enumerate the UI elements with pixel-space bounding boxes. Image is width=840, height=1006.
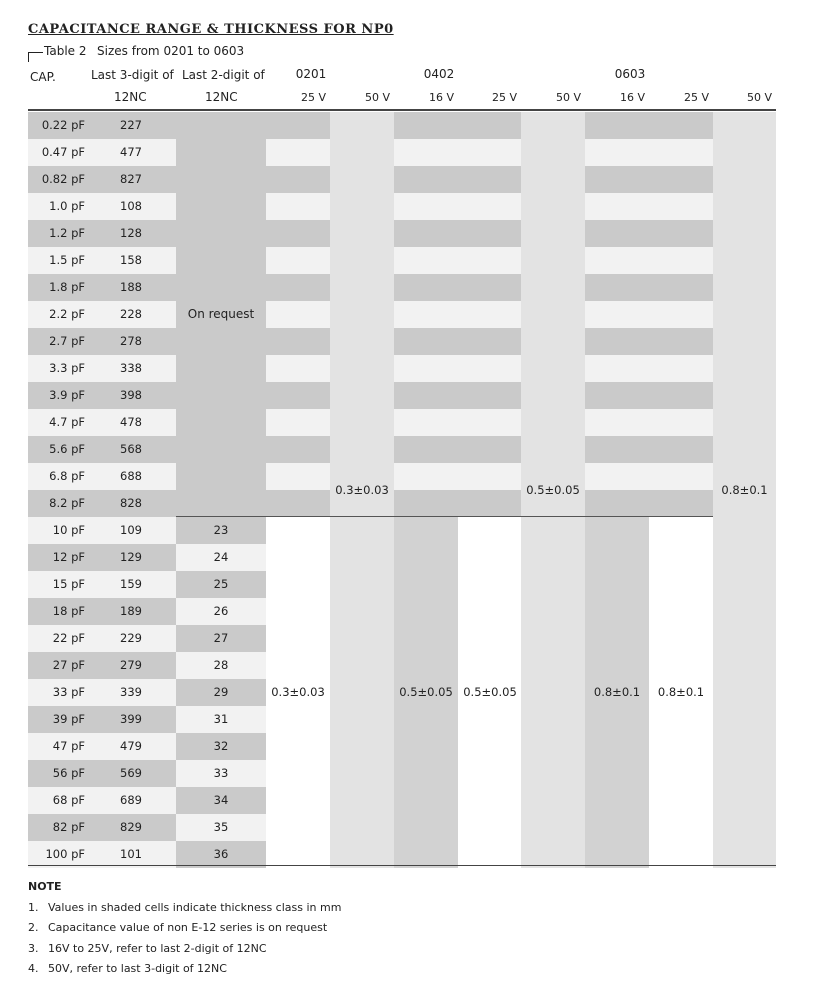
thickness-stripe — [394, 112, 458, 139]
row-nc3-value: 158 — [120, 253, 142, 267]
thickness-stripe — [585, 274, 649, 301]
thickness-stripe — [585, 382, 649, 409]
table-caption-text: Sizes from 0201 to 0603 — [97, 44, 245, 58]
row-nc3-value: 477 — [120, 145, 142, 159]
header-nc3-line2: 12NC — [114, 90, 147, 104]
thickness-stripe — [266, 382, 330, 409]
row-nc3-value: 229 — [120, 631, 142, 645]
thickness-stripe — [585, 436, 649, 463]
header-rule — [28, 109, 776, 111]
row-cap-value: 39 pF — [52, 712, 85, 726]
thickness-stripe — [649, 220, 713, 247]
row-cap-value: 100 pF — [45, 847, 85, 861]
row-nc3-value: 829 — [120, 820, 142, 834]
thickness-stripe — [585, 193, 649, 220]
note-text: 50V, refer to last 3-digit of 12NC — [48, 962, 227, 975]
thickness-stripe — [266, 490, 330, 517]
thickness-0603-50v: 0.8±0.1 — [721, 483, 768, 497]
row-cap-value: 2.7 pF — [49, 334, 85, 348]
row-nc3-value: 227 — [120, 118, 142, 132]
note-number: 2. — [28, 921, 39, 934]
row-nc3-value: 129 — [120, 550, 142, 564]
thickness-stripe — [266, 112, 330, 139]
thickness-stripe — [649, 463, 713, 490]
thickness-stripe — [266, 409, 330, 436]
thickness-0402-16v: 0.5±0.05 — [399, 685, 453, 699]
caption-bracket — [28, 52, 43, 62]
note-number: 1. — [28, 901, 39, 914]
thickness-stripe — [585, 112, 649, 139]
thickness-0603-25v: 0.8±0.1 — [657, 685, 705, 699]
thickness-stripe — [266, 355, 330, 382]
page-title: CAPACITANCE RANGE & THICKNESS FOR NP0 — [28, 22, 394, 37]
row-nc3-value: 159 — [120, 577, 142, 591]
row-nc2-value: 28 — [213, 658, 229, 672]
thickness-stripe — [585, 409, 649, 436]
voltage-header: 50 V — [364, 91, 390, 104]
on-request-label: On request — [187, 307, 255, 321]
size-header-0201: 0201 — [295, 67, 327, 81]
row-cap-value: 4.7 pF — [49, 415, 85, 429]
thickness-stripe — [585, 247, 649, 274]
row-cap-value: 27 pF — [52, 658, 85, 672]
thickness-stripe — [649, 382, 713, 409]
size-header-0603: 0603 — [614, 67, 646, 81]
thickness-stripe — [585, 166, 649, 193]
row-nc3-value: 689 — [120, 793, 142, 807]
thickness-stripe — [458, 328, 521, 355]
row-nc3-value: 109 — [120, 523, 142, 537]
row-nc2-value: 32 — [213, 739, 229, 753]
thickness-stripe — [649, 328, 713, 355]
thickness-stripe — [394, 220, 458, 247]
thickness-stripe — [585, 301, 649, 328]
thickness-stripe — [394, 274, 458, 301]
thickness-stripe — [649, 301, 713, 328]
row-nc3-value: 688 — [120, 469, 142, 483]
row-nc3-value: 828 — [120, 496, 142, 510]
row-cap-value: 18 pF — [52, 604, 85, 618]
row-nc3-value: 189 — [120, 604, 142, 618]
note-number: 3. — [28, 942, 39, 955]
row-cap-value: 22 pF — [52, 631, 85, 645]
header-nc2-line1: Last 2-digit of — [182, 68, 265, 82]
row-cap-value: 33 pF — [52, 685, 85, 699]
thickness-stripe — [649, 355, 713, 382]
row-cap-value: 0.22 pF — [41, 118, 85, 132]
row-nc3-value: 278 — [120, 334, 142, 348]
row-cap-value: 1.0 pF — [49, 199, 85, 213]
row-nc2-value: 34 — [213, 793, 229, 807]
row-nc3-value: 101 — [120, 847, 142, 861]
thickness-stripe — [458, 436, 521, 463]
row-cap-value: 2.2 pF — [49, 307, 85, 321]
note-item — [28, 962, 227, 975]
row-cap-value: 1.2 pF — [49, 226, 85, 240]
row-nc2-value: 35 — [213, 820, 229, 834]
row-nc2-value: 26 — [213, 604, 229, 618]
row-nc3-value: 338 — [120, 361, 142, 375]
note-title: NOTE — [28, 880, 62, 893]
thickness-0402-25v: 0.5±0.05 — [463, 685, 517, 699]
note-text: 16V to 25V, refer to last 2-digit of 12NC — [48, 942, 267, 955]
thickness-stripe — [458, 166, 521, 193]
row-nc3-value: 279 — [120, 658, 142, 672]
row-cap-value: 5.6 pF — [49, 442, 85, 456]
table-bottom-rule — [28, 865, 776, 866]
row-cap-value: 12 pF — [52, 550, 85, 564]
thickness-stripe — [266, 301, 330, 328]
thickness-stripe — [266, 220, 330, 247]
size-header-0402: 0402 — [423, 67, 455, 81]
thickness-stripe — [585, 139, 649, 166]
row-nc3-value: 228 — [120, 307, 142, 321]
thickness-stripe — [394, 328, 458, 355]
thickness-0603-16v: 0.8±0.1 — [593, 685, 641, 699]
row-nc2-value: 29 — [213, 685, 229, 699]
thickness-stripe — [458, 355, 521, 382]
thickness-stripe — [458, 382, 521, 409]
row-nc3-value: 128 — [120, 226, 142, 240]
note-text: Values in shaded cells indicate thickness class in mm — [48, 901, 342, 914]
row-nc3-value: 188 — [120, 280, 142, 294]
row-nc2-value: 31 — [213, 712, 229, 726]
row-nc2-value: 25 — [213, 577, 229, 591]
thickness-stripe — [585, 220, 649, 247]
thickness-stripe — [394, 409, 458, 436]
row-cap-value: 1.8 pF — [49, 280, 85, 294]
thickness-stripe — [394, 355, 458, 382]
row-nc3-value: 569 — [120, 766, 142, 780]
thickness-0201-50v: 0.3±0.03 — [335, 483, 389, 497]
row-nc3-value: 568 — [120, 442, 142, 456]
row-cap-value: 0.47 pF — [41, 145, 85, 159]
thickness-stripe — [585, 328, 649, 355]
row-nc3-value: 108 — [120, 199, 142, 213]
thickness-stripe — [266, 436, 330, 463]
table-caption-label: Table 2 — [44, 44, 87, 58]
note-item — [28, 901, 341, 914]
row-nc3-value: 479 — [120, 739, 142, 753]
row-cap-value: 68 pF — [52, 793, 85, 807]
thickness-0402-50v: 0.5±0.05 — [526, 483, 580, 497]
thickness-stripe — [394, 382, 458, 409]
header-nc2-line2: 12NC — [205, 90, 238, 104]
row-nc3-value: 399 — [120, 712, 142, 726]
thickness-stripe — [458, 193, 521, 220]
thickness-stripe — [649, 247, 713, 274]
thickness-stripe — [649, 139, 713, 166]
thickness-stripe — [649, 409, 713, 436]
voltage-header: 25 V — [300, 91, 326, 104]
voltage-header: 25 V — [491, 91, 517, 104]
thickness-stripe — [394, 436, 458, 463]
voltage-header: 16 V — [428, 91, 454, 104]
thickness-stripe — [458, 220, 521, 247]
thickness-stripe — [394, 193, 458, 220]
row-cap-value: 6.8 pF — [49, 469, 85, 483]
thickness-stripe — [266, 193, 330, 220]
row-cap-value: 47 pF — [52, 739, 85, 753]
thickness-stripe — [266, 247, 330, 274]
thickness-stripe — [649, 166, 713, 193]
voltage-header: 16 V — [619, 91, 645, 104]
thickness-stripe — [458, 112, 521, 139]
thickness-stripe — [585, 463, 649, 490]
thickness-stripe — [394, 301, 458, 328]
thickness-stripe — [458, 139, 521, 166]
row-cap-value: 3.3 pF — [49, 361, 85, 375]
note-item — [28, 921, 327, 934]
row-cap-value: 3.9 pF — [49, 388, 85, 402]
thickness-stripe — [649, 490, 713, 517]
row-nc3-value: 398 — [120, 388, 142, 402]
thickness-stripe — [266, 463, 330, 490]
note-text: Capacitance value of non E-12 series is on request — [48, 921, 328, 934]
row-nc2-value: 24 — [213, 550, 229, 564]
thickness-stripe — [394, 166, 458, 193]
note-number: 4. — [28, 962, 39, 975]
row-cap-value: 15 pF — [52, 577, 85, 591]
row-nc2-value: 27 — [213, 631, 229, 645]
row-cap-value: 82 pF — [52, 820, 85, 834]
row-nc3-value: 827 — [120, 172, 142, 186]
row-nc2-value: 36 — [213, 847, 229, 861]
thickness-stripe — [458, 490, 521, 517]
row-nc2-value: 23 — [213, 523, 229, 537]
note-item — [28, 942, 267, 955]
thickness-stripe — [458, 247, 521, 274]
voltage-header: 50 V — [746, 91, 772, 104]
thickness-stripe — [649, 274, 713, 301]
thickness-0201-25v: 0.3±0.03 — [271, 685, 325, 699]
row-cap-value: 1.5 pF — [49, 253, 85, 267]
thickness-stripe — [458, 301, 521, 328]
row-nc2-value: 33 — [213, 766, 229, 780]
thickness-stripe — [649, 193, 713, 220]
thickness-stripe — [585, 355, 649, 382]
thickness-stripe — [266, 328, 330, 355]
thickness-stripe — [394, 247, 458, 274]
row-cap-value: 8.2 pF — [49, 496, 85, 510]
header-nc3-line1: Last 3-digit of — [91, 68, 174, 82]
thickness-stripe — [266, 139, 330, 166]
header-cap: CAP. — [30, 70, 56, 84]
voltage-header: 25 V — [683, 91, 709, 104]
thickness-stripe — [394, 139, 458, 166]
row-cap-value: 0.82 pF — [41, 172, 85, 186]
thickness-stripe — [458, 409, 521, 436]
thickness-stripe — [458, 463, 521, 490]
thickness-stripe — [458, 274, 521, 301]
row-nc3-value: 478 — [120, 415, 142, 429]
thickness-stripe — [266, 274, 330, 301]
thickness-stripe — [394, 490, 458, 517]
row-nc3-value: 339 — [120, 685, 142, 699]
voltage-header: 50 V — [555, 91, 581, 104]
thickness-stripe — [649, 436, 713, 463]
thickness-stripe — [585, 490, 649, 517]
row-cap-value: 10 pF — [52, 523, 85, 537]
thickness-stripe — [266, 166, 330, 193]
thickness-stripe — [394, 463, 458, 490]
row-cap-value: 56 pF — [52, 766, 85, 780]
thickness-stripe — [649, 112, 713, 139]
